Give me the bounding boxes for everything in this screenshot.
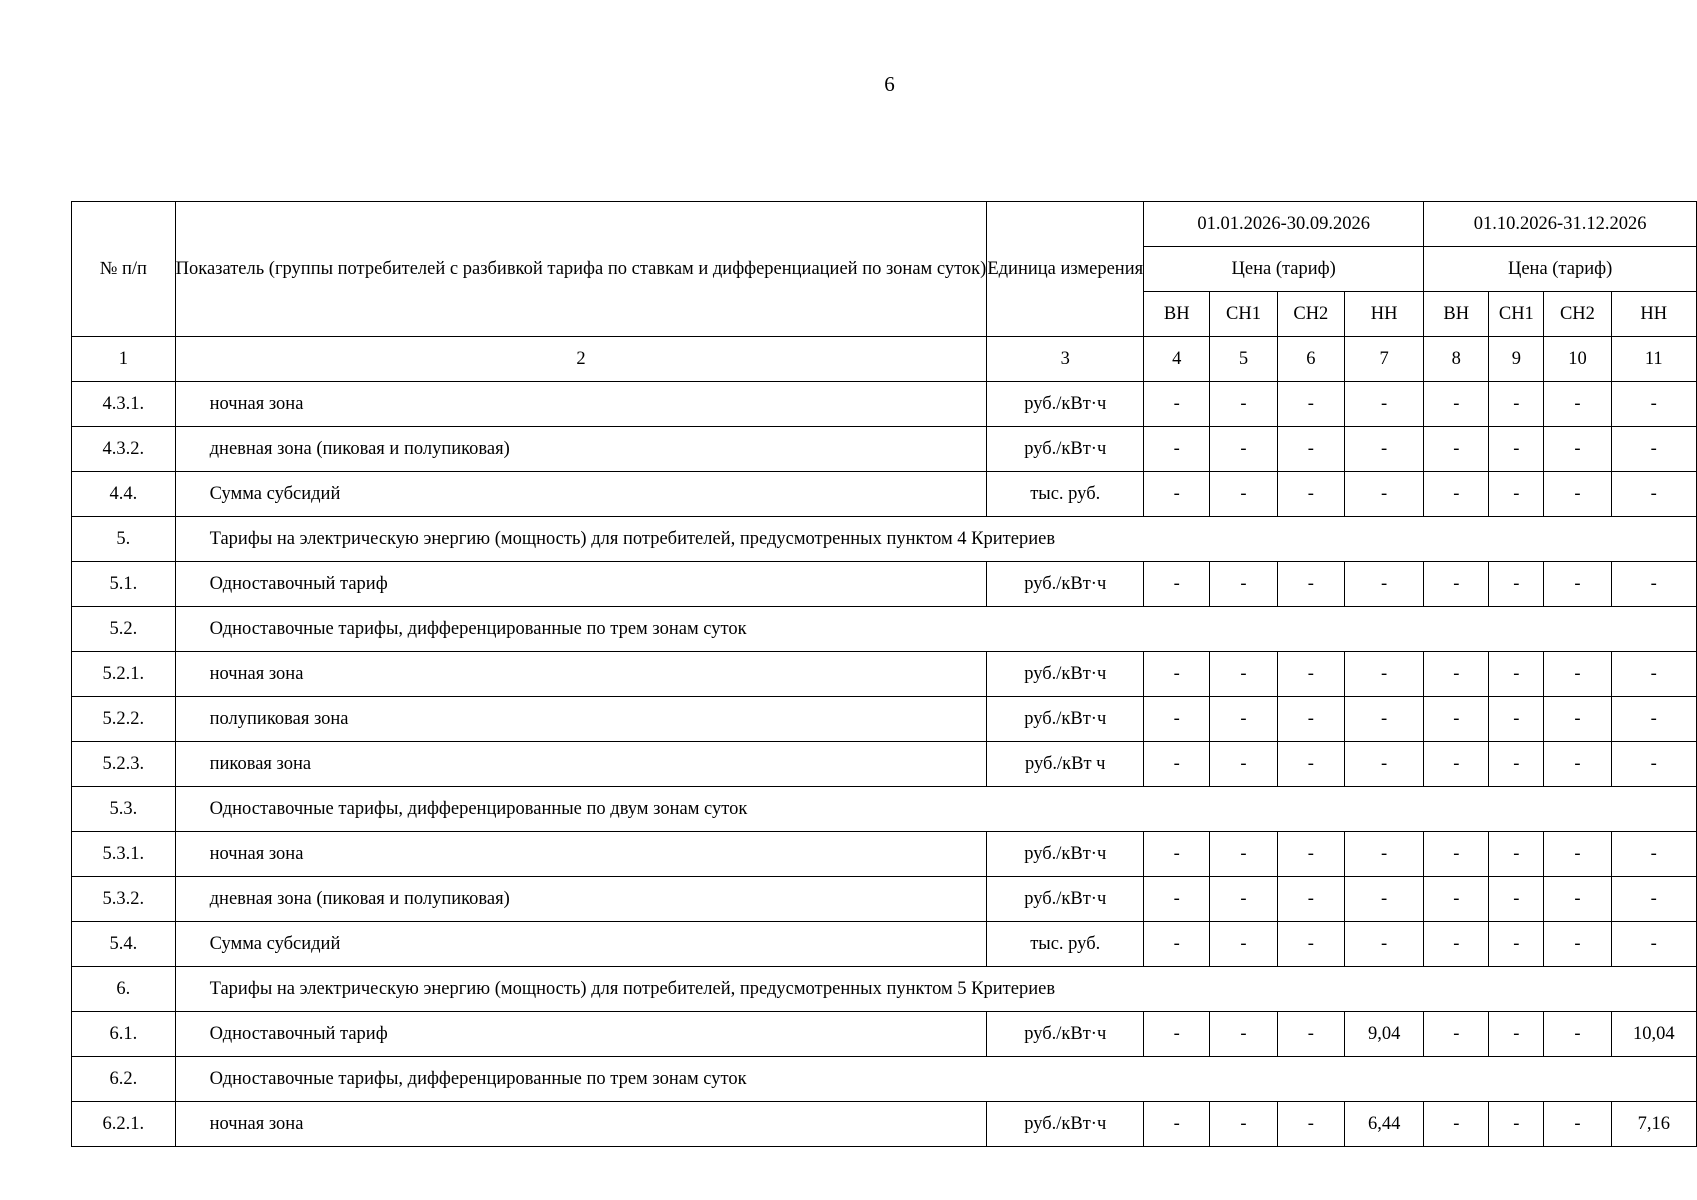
row-number: 4.3.1.: [72, 382, 176, 427]
row-label: пиковая зона: [175, 742, 987, 787]
row-number: 5.2.: [72, 607, 176, 652]
row-value: -: [1277, 742, 1344, 787]
row-label: ночная зона: [175, 1102, 987, 1147]
row-label: Сумма субсидий: [175, 922, 987, 967]
row-value: -: [1489, 652, 1544, 697]
row-value: -: [1489, 472, 1544, 517]
row-value: -: [1144, 877, 1210, 922]
row-value: -: [1144, 652, 1210, 697]
row-value: -: [1210, 1102, 1277, 1147]
row-value: -: [1277, 382, 1344, 427]
row-number: 6.2.: [72, 1057, 176, 1102]
table-body: [72, 382, 1697, 1147]
row-label: дневная зона (пиковая и полупиковая): [175, 427, 987, 472]
row-value: -: [1277, 877, 1344, 922]
row-value: -: [1210, 922, 1277, 967]
row-value: -: [1544, 832, 1611, 877]
row-number: 5.3.1.: [72, 832, 176, 877]
row-value: -: [1544, 1012, 1611, 1057]
row-value: -: [1345, 922, 1424, 967]
row-value: -: [1424, 652, 1489, 697]
section-label: Одноставочные тарифы, дифференцированные по трем зонам суток: [175, 1057, 1696, 1102]
header-indicator: Показатель (группы потребителей с разбивкой тарифа по ставкам и дифференциацией по зонам суток): [175, 202, 987, 337]
row-value: -: [1424, 427, 1489, 472]
row-value: -: [1611, 832, 1696, 877]
row-value: -: [1345, 877, 1424, 922]
row-number: 4.3.2.: [72, 427, 176, 472]
header-level: ВН: [1424, 292, 1489, 337]
row-value: -: [1489, 832, 1544, 877]
column-number: 6: [1277, 337, 1344, 382]
row-value: -: [1544, 472, 1611, 517]
row-value: -: [1489, 922, 1544, 967]
row-value: -: [1611, 697, 1696, 742]
row-label: полупиковая зона: [175, 697, 987, 742]
row-value: -: [1611, 877, 1696, 922]
row-value: -: [1424, 922, 1489, 967]
row-value: -: [1489, 562, 1544, 607]
section-label: Одноставочные тарифы, дифференцированные по двум зонам суток: [175, 787, 1696, 832]
row-value: -: [1424, 832, 1489, 877]
table-row: [72, 877, 1697, 922]
row-value: -: [1277, 697, 1344, 742]
row-value: -: [1424, 697, 1489, 742]
row-value: -: [1544, 562, 1611, 607]
table-row: [72, 652, 1697, 697]
row-value: -: [1277, 472, 1344, 517]
row-value: -: [1210, 652, 1277, 697]
row-value: -: [1144, 382, 1210, 427]
row-value: 6,44: [1345, 1102, 1424, 1147]
section-row: [72, 607, 1697, 652]
row-number: 6.2.1.: [72, 1102, 176, 1147]
row-value: -: [1210, 697, 1277, 742]
row-value: -: [1544, 697, 1611, 742]
header-level: СН2: [1277, 292, 1344, 337]
row-label: дневная зона (пиковая и полупиковая): [175, 877, 987, 922]
row-value: -: [1424, 562, 1489, 607]
row-value: -: [1345, 652, 1424, 697]
table-row: [72, 922, 1697, 967]
row-value: -: [1345, 832, 1424, 877]
row-unit: руб./кВт·ч: [987, 652, 1144, 697]
row-value: -: [1210, 1012, 1277, 1057]
row-value: -: [1424, 742, 1489, 787]
row-value: -: [1144, 472, 1210, 517]
header-num: № п/п: [72, 202, 176, 337]
row-label: ночная зона: [175, 382, 987, 427]
header-level: НН: [1345, 292, 1424, 337]
row-value: -: [1277, 562, 1344, 607]
row-value: 7,16: [1611, 1102, 1696, 1147]
table-row: [72, 382, 1697, 427]
column-number: 10: [1544, 337, 1611, 382]
row-value: -: [1611, 742, 1696, 787]
row-label: ночная зона: [175, 652, 987, 697]
row-value: 10,04: [1611, 1012, 1696, 1057]
row-number: 5.3.2.: [72, 877, 176, 922]
row-value: -: [1144, 1012, 1210, 1057]
row-number: 6.1.: [72, 1012, 176, 1057]
column-number: 8: [1424, 337, 1489, 382]
table-row: [72, 742, 1697, 787]
section-label: Одноставочные тарифы, дифференцированные по трем зонам суток: [175, 607, 1696, 652]
row-number: 5.2.1.: [72, 652, 176, 697]
row-value: -: [1424, 1012, 1489, 1057]
row-value: -: [1544, 742, 1611, 787]
row-value: -: [1489, 382, 1544, 427]
row-value: -: [1489, 1102, 1544, 1147]
row-value: -: [1611, 922, 1696, 967]
section-row: [72, 967, 1697, 1012]
row-value: -: [1277, 832, 1344, 877]
section-row: [72, 1057, 1697, 1102]
row-unit: руб./кВт ч: [987, 742, 1144, 787]
row-label: ночная зона: [175, 832, 987, 877]
table-row: [72, 472, 1697, 517]
section-row: [72, 517, 1697, 562]
row-unit: руб./кВт·ч: [987, 877, 1144, 922]
table-row: [72, 427, 1697, 472]
column-number: 3: [987, 337, 1144, 382]
row-value: -: [1277, 922, 1344, 967]
header-price-2: Цена (тариф): [1424, 247, 1697, 292]
header-level: НН: [1611, 292, 1696, 337]
column-numbers-row: [72, 337, 1697, 382]
header-period-1: 01.01.2026-30.09.2026: [1144, 202, 1424, 247]
header-level: СН1: [1489, 292, 1544, 337]
row-value: -: [1144, 1102, 1210, 1147]
row-number: 5.3.: [72, 787, 176, 832]
column-number: 11: [1611, 337, 1696, 382]
header-level: ВН: [1144, 292, 1210, 337]
section-label: Тарифы на электрическую энергию (мощность) для потребителей, предусмотренных пунктом 5 Критериев: [175, 967, 1696, 1012]
row-value: -: [1345, 562, 1424, 607]
row-number: 6.: [72, 967, 176, 1012]
row-value: -: [1544, 652, 1611, 697]
row-value: -: [1611, 652, 1696, 697]
header-unit: Единица измерения: [987, 202, 1144, 337]
column-number: 1: [72, 337, 176, 382]
column-number: 4: [1144, 337, 1210, 382]
row-value: -: [1544, 877, 1611, 922]
row-unit: руб./кВт·ч: [987, 427, 1144, 472]
header-price-1: Цена (тариф): [1144, 247, 1424, 292]
row-value: -: [1424, 877, 1489, 922]
table-row: [72, 832, 1697, 877]
row-value: -: [1210, 427, 1277, 472]
row-unit: руб./кВт·ч: [987, 1102, 1144, 1147]
row-number: 4.4.: [72, 472, 176, 517]
row-value: 9,04: [1345, 1012, 1424, 1057]
row-label: Сумма субсидий: [175, 472, 987, 517]
row-unit: руб./кВт·ч: [987, 1012, 1144, 1057]
row-unit: руб./кВт·ч: [987, 697, 1144, 742]
row-value: -: [1345, 472, 1424, 517]
row-value: -: [1611, 562, 1696, 607]
row-unit: руб./кВт·ч: [987, 562, 1144, 607]
row-value: -: [1277, 1012, 1344, 1057]
row-value: -: [1611, 427, 1696, 472]
row-value: -: [1277, 652, 1344, 697]
row-number: 5.2.2.: [72, 697, 176, 742]
row-value: -: [1489, 877, 1544, 922]
section-row: [72, 787, 1697, 832]
row-value: -: [1144, 832, 1210, 877]
row-value: -: [1210, 382, 1277, 427]
row-value: -: [1210, 877, 1277, 922]
tariff-table: [71, 201, 1697, 1147]
row-value: -: [1544, 1102, 1611, 1147]
row-value: -: [1144, 427, 1210, 472]
header-period-2: 01.10.2026-31.12.2026: [1424, 202, 1697, 247]
row-value: -: [1489, 427, 1544, 472]
row-value: -: [1144, 562, 1210, 607]
row-value: -: [1210, 562, 1277, 607]
row-value: -: [1424, 382, 1489, 427]
row-value: -: [1345, 697, 1424, 742]
row-number: 5.1.: [72, 562, 176, 607]
row-label: Одноставочный тариф: [175, 562, 987, 607]
row-number: 5.2.3.: [72, 742, 176, 787]
row-value: -: [1489, 697, 1544, 742]
row-value: -: [1345, 382, 1424, 427]
row-number: 5.4.: [72, 922, 176, 967]
column-number: 5: [1210, 337, 1277, 382]
row-unit: руб./кВт·ч: [987, 382, 1144, 427]
row-value: -: [1489, 1012, 1544, 1057]
table-row: [72, 1102, 1697, 1147]
row-value: -: [1544, 427, 1611, 472]
row-value: -: [1424, 1102, 1489, 1147]
row-value: -: [1277, 1102, 1344, 1147]
table-row: [72, 562, 1697, 607]
row-value: -: [1144, 742, 1210, 787]
row-unit: руб./кВт·ч: [987, 832, 1144, 877]
table-row: [72, 697, 1697, 742]
table-header: [72, 202, 1697, 382]
row-value: -: [1210, 832, 1277, 877]
row-value: -: [1210, 472, 1277, 517]
row-value: -: [1144, 697, 1210, 742]
column-number: 7: [1345, 337, 1424, 382]
section-label: Тарифы на электрическую энергию (мощность) для потребителей, предусмотренных пунктом 4 Критериев: [175, 517, 1696, 562]
row-value: -: [1210, 742, 1277, 787]
row-value: -: [1544, 922, 1611, 967]
row-value: -: [1544, 382, 1611, 427]
header-level: СН1: [1210, 292, 1277, 337]
row-number: 5.: [72, 517, 176, 562]
row-value: -: [1611, 382, 1696, 427]
row-label: Одноставочный тариф: [175, 1012, 987, 1057]
header-level: СН2: [1544, 292, 1611, 337]
row-value: -: [1345, 427, 1424, 472]
row-unit: тыс. руб.: [987, 472, 1144, 517]
row-value: -: [1345, 742, 1424, 787]
column-number: 9: [1489, 337, 1544, 382]
row-value: -: [1489, 742, 1544, 787]
column-number: 2: [175, 337, 987, 382]
table-row: [72, 1012, 1697, 1057]
row-value: -: [1424, 472, 1489, 517]
row-value: -: [1277, 427, 1344, 472]
row-value: -: [1144, 922, 1210, 967]
row-unit: тыс. руб.: [987, 922, 1144, 967]
row-value: -: [1611, 472, 1696, 517]
page-number: 6: [884, 72, 895, 96]
